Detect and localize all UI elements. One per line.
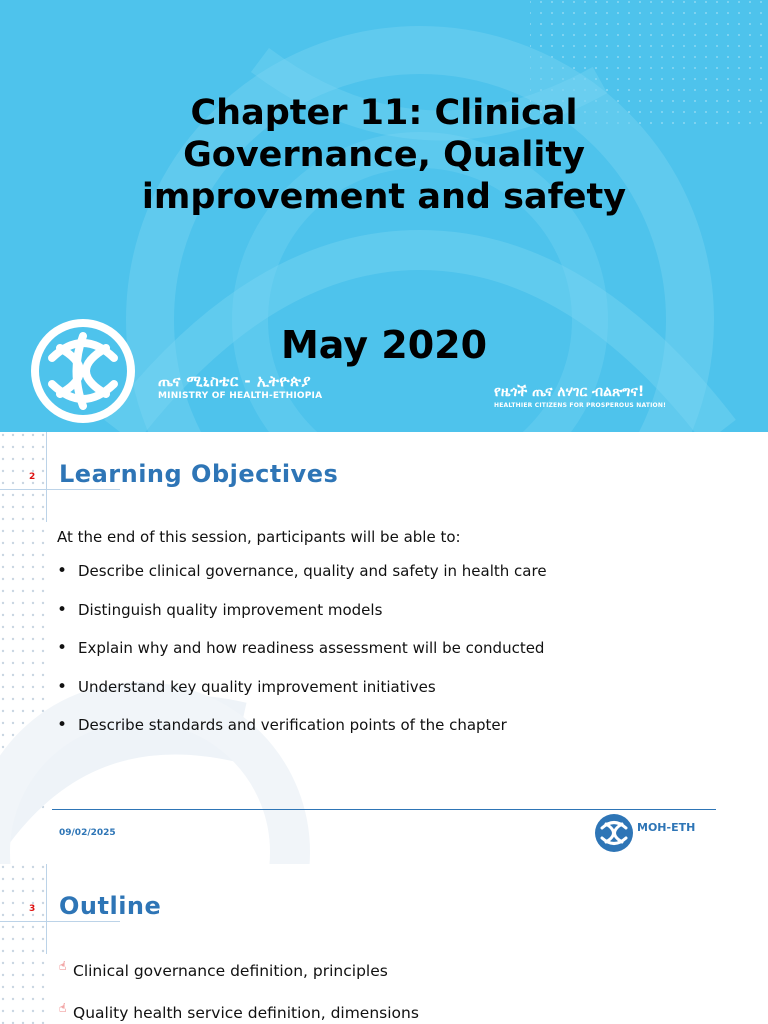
footer-rule (52, 809, 716, 810)
header-vertical-rule (46, 864, 47, 954)
ministry-name-english: MINISTRY OF HEALTH-ETHIOPIA (158, 391, 323, 401)
header-horizontal-rule (0, 921, 120, 922)
presentation-title: Chapter 11: Clinical Governance, Quality improvement and safety (141, 93, 627, 217)
header-horizontal-rule (0, 489, 120, 490)
footer-brand: MOH-ETH (637, 821, 696, 834)
ministry-name-amharic: ጤና ሚኒስቴር - ኢትዮጵያ (158, 372, 312, 390)
header-vertical-rule (46, 432, 47, 522)
list-item-text: Clinical governance definition, principles (73, 962, 388, 980)
title-slide (0, 0, 768, 432)
objectives-list (57, 562, 547, 755)
list-item: • Describe standards and verification points of the chapter (57, 716, 547, 755)
list-item: • Understand key quality improvement initiatives (57, 678, 547, 717)
outline-list (59, 959, 419, 1024)
slogan-english: HEALTHIER CITIZENS FOR PROSPEROUS NATION! (494, 402, 667, 409)
objectives-intro: At the end of this session, participants will be able to: (57, 528, 461, 546)
list-item-text: Quality health service definition, dimensions (73, 1004, 419, 1022)
pointing-hand-icon: ☝ (59, 1001, 67, 1015)
list-item (59, 959, 419, 1004)
slide-title: Outline (59, 892, 162, 920)
presentation-date: May 2020 (280, 323, 488, 367)
list-item (59, 1001, 419, 1024)
slide-title: Learning Objectives (59, 460, 339, 488)
slide-number: 3 (29, 904, 36, 914)
list-item: • Distinguish quality improvement models (57, 601, 547, 640)
footer-date: 09/02/2025 (59, 828, 116, 838)
list-item: • Explain why and how readiness assessment will be conducted (57, 639, 547, 678)
pointing-hand-icon: ☝ (59, 959, 67, 973)
moh-logo-icon (30, 318, 136, 424)
slide-number: 2 (29, 472, 36, 482)
learning-objectives-slide (0, 432, 768, 864)
list-item: • Describe clinical governance, quality and safety in health care (57, 562, 547, 601)
moh-eth-logo-icon (594, 813, 634, 853)
outline-slide (0, 864, 768, 1024)
dot-pattern-decoration (0, 864, 50, 1024)
slogan-amharic: የዜጎች ጤና ለሃገር ብልጽግና! (494, 384, 645, 400)
